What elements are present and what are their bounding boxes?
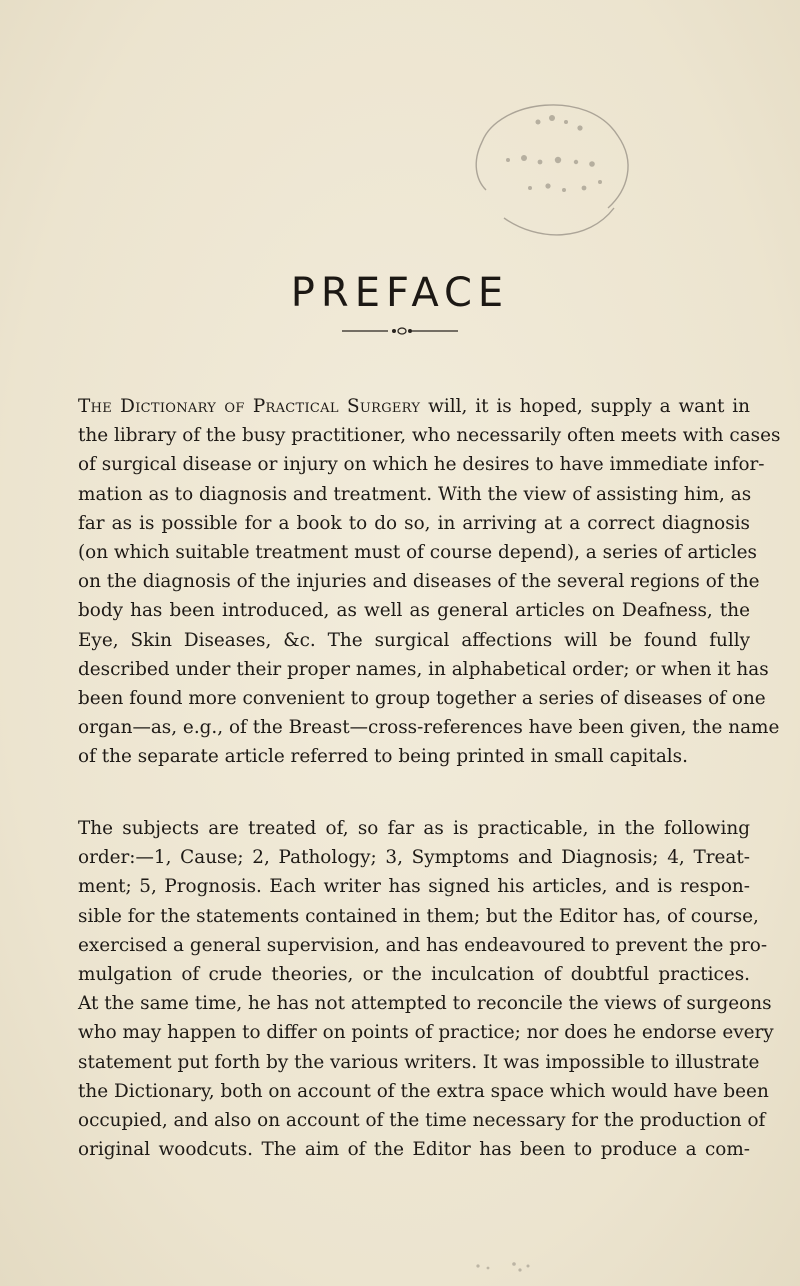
text-line: statement put forth by the various writers. It was impossible to illustrate xyxy=(78,1051,760,1073)
text-line: ment; 5, Prognosis. Each writer has signed his articles, and is respon- xyxy=(78,876,750,898)
preface-paragraph-2 xyxy=(78,814,774,1164)
text-line: exercised a general supervision, and has endeavoured to prevent the pro- xyxy=(78,934,768,956)
text-line: the Dictionary, both on account of the extra space which would have been xyxy=(78,1080,769,1102)
text-line: the library of the busy practitioner, who necessarily often meets with cases xyxy=(78,425,781,447)
text-line: of surgical disease or injury on which he desires to have immediate infor- xyxy=(78,454,765,476)
text-line: been found more convenient to group together a series of diseases of one xyxy=(78,688,766,710)
title-ornament xyxy=(342,325,458,337)
bleed-through-mark-icon xyxy=(468,1256,538,1280)
text-line: organ—as, e.g., of the Breast—cross-references have been given, the name xyxy=(78,717,780,739)
text-line: At the same time, he has not attempted to reconcile the views of surgeons xyxy=(78,993,772,1015)
text-line: sible for the statements contained in them; but the Editor has, of course, xyxy=(78,905,759,927)
text-line: occupied, and also on account of the time necessary for the production of xyxy=(78,1110,766,1132)
page-title: PREFACE xyxy=(290,270,510,316)
text-line: order:—1, Cause; 2, Pathology; 3, Symptoms and Diagnosis; 4, Treat- xyxy=(78,847,750,869)
text-line: mation as to diagnosis and treatment. With the view of assisting him, as xyxy=(78,483,752,505)
text-line: mulgation of crude theories, or the inculcation of doubtful practices. xyxy=(78,964,750,986)
text-line: described under their proper names, in alphabetical order; or when it has xyxy=(78,658,769,680)
text-line: on the diagnosis of the injuries and diseases of the several regions of the xyxy=(78,571,760,593)
preface-paragraph-1: The Dictionary of Practical Surgery will, it is hoped, supply a want in the library of the busy practitioner, who necessarily often meets with cases of surgical disease or injury on which he desires to have immediate infor- mation as to diagnosis and treatment. With the view of assisting him, as far as is possible for a book to do so, in arriving at a correct diagnosis (on which suitable treatment must of course depend), a series of articles on the diagnosis of the injuries and diseases of the several regions of the body has been introduced, as well as general articles on Deafness, the Eye, Skin Diseases, &c. The surgical affections will be found fully described under their proper names, in alphabetical order; or when it has been found more convenient to group together a series of diseases of one organ—as, e.g., of the Breast—cross-references have been given, the name of the separate article referred to being printed in small capitals. xyxy=(78,392,750,772)
text-line: body has been introduced, as well as general articles on Deafness, the xyxy=(78,600,750,622)
text-line: far as is possible for a book to do so, in arriving at a correct diagnosis xyxy=(78,512,750,534)
text-line: Eye, Skin Diseases, &c. The surgical affections will be found fully xyxy=(78,629,750,651)
text-line: who may happen to differ on points of practice; nor does he endorse every xyxy=(78,1022,774,1044)
library-stamp-icon xyxy=(468,92,640,297)
text-line: The subjects are treated of, so far as is practicable, in the following xyxy=(78,818,750,839)
text-line: original woodcuts. The aim of the Editor has been to produce a com- xyxy=(78,1139,750,1161)
dictionary-title-smallcaps: The Dictionary of Practical Surgery xyxy=(78,396,421,417)
text-line: (on which suitable treatment must of course depend), a series of articles xyxy=(78,542,757,564)
text-line: of the separate article referred to being printed in small capitals. xyxy=(78,746,688,768)
